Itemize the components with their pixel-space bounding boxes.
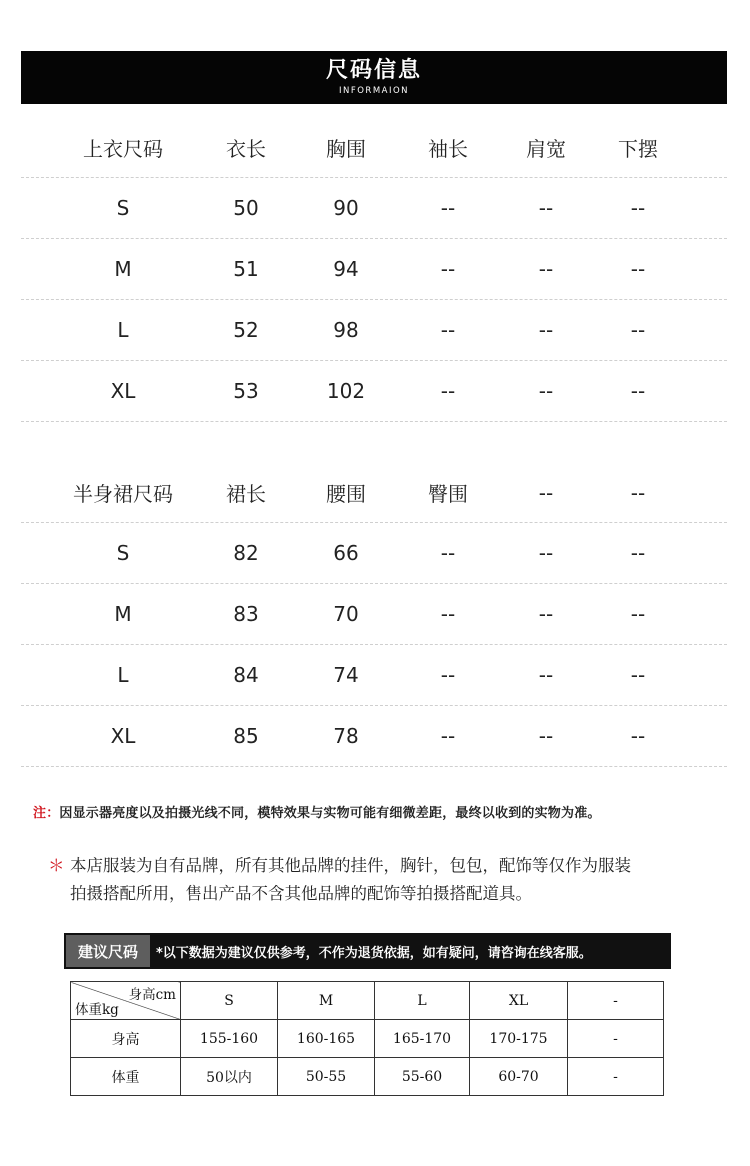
column-header: 衣长 [226, 137, 266, 161]
table-cell: 74 [333, 663, 359, 687]
table-cell: 52 [233, 318, 259, 342]
table-cell: 170-175 [470, 1020, 568, 1058]
size-header: M [278, 982, 375, 1020]
table-cell: -- [538, 196, 554, 220]
table-cell: - [568, 1058, 664, 1096]
table-cell: -- [538, 602, 554, 626]
table-row [21, 706, 727, 767]
table-cell: 66 [333, 541, 359, 565]
table-cell: -- [440, 724, 456, 748]
header-subtitle: INFORMAION [338, 86, 410, 96]
table-header-row [21, 118, 727, 178]
column-header: 臀围 [428, 482, 468, 506]
table-cell: -- [440, 257, 456, 281]
top-size-table [21, 118, 727, 422]
table-cell: 50 [233, 196, 259, 220]
table-row [21, 361, 727, 422]
table-row [71, 1020, 664, 1058]
notice-text: 本店服装为自有品牌，所有其他品牌的挂件，胸针，包包，配饰等仅作为服装 [70, 856, 631, 875]
table-cell: 51 [233, 257, 259, 281]
table-cell: -- [630, 318, 646, 342]
table-cell: S [116, 541, 130, 565]
table-header-row [71, 982, 664, 1020]
table-cell: 160-165 [278, 1020, 375, 1058]
recommend-title: 建议尺码 [66, 935, 150, 967]
table-cell: -- [630, 602, 646, 626]
note-text: 因显示器亮度以及拍摄光线不同，模特效果与实物可能有细微差距，最终以收到的实物为准。 [59, 806, 601, 821]
table-row [71, 1058, 664, 1096]
table-cell: -- [440, 663, 456, 687]
table-cell: 90 [333, 196, 359, 220]
table-cell: -- [630, 724, 646, 748]
note-label: 注： [33, 806, 60, 821]
table-cell: -- [538, 318, 554, 342]
table-cell: -- [630, 663, 646, 687]
table-row [21, 300, 727, 361]
brand-notice [48, 852, 748, 908]
table-cell: 60-70 [470, 1058, 568, 1096]
table-cell: - [568, 1020, 664, 1058]
table-cell: 84 [233, 663, 259, 687]
table-cell: -- [538, 541, 554, 565]
size-header: - [568, 982, 664, 1020]
table-cell: -- [630, 196, 646, 220]
table-cell: -- [630, 257, 646, 281]
table-cell: 165-170 [375, 1020, 470, 1058]
table-cell: 94 [333, 257, 359, 281]
table-cell: S [116, 196, 130, 220]
brand-notice-line1 [48, 852, 748, 880]
row-label: 身高 [71, 1020, 181, 1058]
size-info-header [21, 51, 727, 104]
recommend-banner [64, 933, 671, 969]
size-header: XL [470, 982, 568, 1020]
asterisk-icon: ＊ [48, 856, 65, 875]
column-header: 裙长 [226, 482, 266, 506]
table-cell: -- [440, 196, 456, 220]
column-header: -- [538, 480, 554, 505]
table-cell: 82 [233, 541, 259, 565]
column-header: 肩宽 [526, 137, 566, 161]
table-cell: 155-160 [181, 1020, 278, 1058]
table-cell: -- [538, 379, 554, 403]
table-cell: -- [440, 379, 456, 403]
column-header: 上衣尺码 [83, 137, 163, 161]
header-title: 尺码信息 [325, 58, 422, 83]
table-cell: -- [630, 379, 646, 403]
table-cell: -- [538, 724, 554, 748]
table-cell: -- [440, 541, 456, 565]
row-label: 体重 [71, 1058, 181, 1096]
table-cell: 50-55 [278, 1058, 375, 1096]
column-header: -- [630, 480, 646, 505]
column-header: 胸围 [326, 137, 366, 161]
table-cell: -- [440, 318, 456, 342]
display-disclaimer [33, 802, 601, 821]
table-cell: M [114, 257, 132, 281]
table-header-row [21, 463, 727, 523]
table-cell: 53 [233, 379, 259, 403]
table-cell: 50以内 [181, 1058, 278, 1096]
table-cell: 83 [233, 602, 259, 626]
table-cell: 85 [233, 724, 259, 748]
size-header: L [375, 982, 470, 1020]
size-header: S [181, 982, 278, 1020]
table-row [21, 239, 727, 300]
column-header: 腰围 [326, 482, 366, 506]
recommend-note: *以下数据为建议仅供参考，不作为退货依据，如有疑问，请咨询在线客服。 [156, 945, 592, 961]
table-cell: M [114, 602, 132, 626]
table-row [21, 523, 727, 584]
brand-notice-line2: 拍摄搭配所用，售出产品不含其他品牌的配饰等拍摄搭配道具。 [70, 884, 532, 903]
table-cell: 78 [333, 724, 359, 748]
table-cell: L [117, 663, 129, 687]
skirt-size-table [21, 463, 727, 767]
corner-weight-label: 体重kg [75, 1002, 119, 1018]
column-header: 袖长 [428, 137, 468, 161]
table-cell: 70 [333, 602, 359, 626]
recommend-size-table [70, 981, 664, 1096]
corner-height-label: 身高cm [128, 987, 176, 1003]
table-cell: XL [110, 379, 136, 403]
table-row [21, 645, 727, 706]
table-cell: -- [440, 602, 456, 626]
table-cell: -- [538, 663, 554, 687]
table-cell: -- [538, 257, 554, 281]
table-row [21, 178, 727, 239]
table-cell: 98 [333, 318, 359, 342]
table-cell: 55-60 [375, 1058, 470, 1096]
table-cell: 102 [326, 379, 366, 403]
column-header: 半身裙尺码 [73, 482, 173, 506]
table-cell: -- [630, 541, 646, 565]
table-row [21, 584, 727, 645]
corner-header-cell [71, 982, 181, 1020]
table-cell: L [117, 318, 129, 342]
column-header: 下摆 [618, 137, 658, 161]
table-cell: XL [110, 724, 136, 748]
